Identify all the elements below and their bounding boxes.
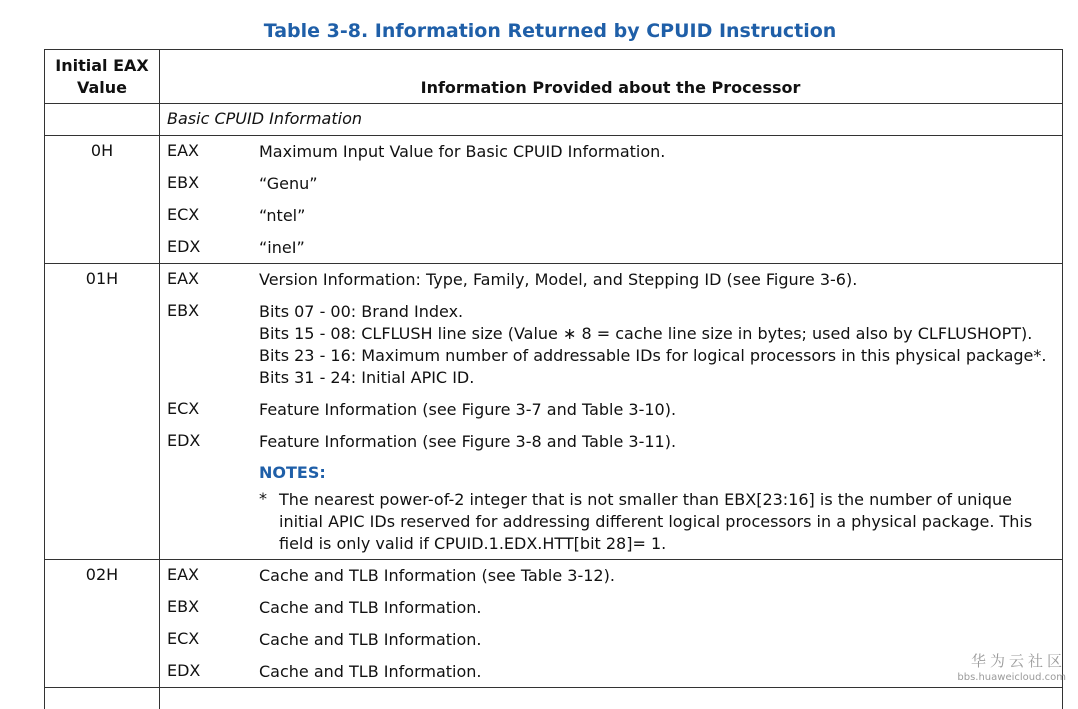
- note-text: The nearest power-of-2 integer that is not smaller than EBX[23:16] is the number of unique initial APIC IDs reserved for addressing different logical processors in a physical package. This field is only valid if CPUID.1.EDX.HTT[bit 28]= 1.: [279, 490, 1033, 553]
- bit-field-line: Bits 31 - 24: Initial APIC ID.: [259, 368, 475, 387]
- register-description: Cache and TLB Information.: [259, 662, 482, 681]
- register-name: EAX: [167, 269, 200, 288]
- eax-value: 02H: [85, 565, 119, 584]
- register-description: Cache and TLB Information (see Table 3-12).: [259, 566, 615, 585]
- register-description: “Genu”: [259, 174, 318, 193]
- register-name: ECX: [167, 629, 200, 648]
- header-divider: [45, 103, 1062, 104]
- register-description: [259, 301, 1046, 389]
- cpuid-table: [44, 49, 1063, 709]
- register-description: Cache and TLB Information.: [259, 598, 482, 617]
- column-divider: [159, 50, 160, 709]
- notes-label: NOTES:: [259, 463, 326, 482]
- register-name: EAX: [167, 565, 200, 584]
- table-bottom-divider: [45, 687, 1062, 688]
- register-name: EDX: [167, 237, 201, 256]
- watermark-text: 华为云社区: [970, 652, 1066, 670]
- section-label: Basic CPUID Information: [167, 109, 362, 128]
- bit-field-line: Bits 07 - 00: Brand Index.: [259, 302, 464, 321]
- register-name: EDX: [167, 661, 201, 680]
- register-description: “ntel”: [259, 206, 306, 225]
- eax-value: 01H: [85, 269, 119, 288]
- header-information: Information Provided about the Processor: [420, 78, 801, 97]
- register-description: Maximum Input Value for Basic CPUID Information.: [259, 142, 666, 161]
- header-initial-eax: [45, 55, 159, 99]
- section-divider: [45, 135, 1062, 136]
- register-name: EBX: [167, 597, 200, 616]
- register-name: EBX: [167, 173, 200, 192]
- register-description: Feature Information (see Figure 3-8 and Table 3-11).: [259, 432, 677, 451]
- register-name: ECX: [167, 399, 200, 418]
- register-name: ECX: [167, 205, 200, 224]
- group-divider: [45, 263, 1062, 264]
- watermark: [957, 650, 1066, 683]
- header-initial-eax-line1: Initial EAX: [55, 56, 149, 75]
- eax-value: 0H: [90, 141, 114, 160]
- register-description: Cache and TLB Information.: [259, 630, 482, 649]
- register-description: Feature Information (see Figure 3-7 and Table 3-10).: [259, 400, 677, 419]
- group-divider: [45, 559, 1062, 560]
- register-name: EAX: [167, 141, 200, 160]
- register-description: Version Information: Type, Family, Model, and Stepping ID (see Figure 3-6).: [259, 270, 858, 289]
- watermark-url: bbs.huaweicloud.com: [957, 672, 1066, 683]
- register-description: “ineI”: [259, 238, 305, 257]
- register-name: EDX: [167, 431, 201, 450]
- bit-field-line: Bits 15 - 08: CLFLUSH line size (Value ∗ 8 = cache line size in bytes; used also by CLFLUSHOPT).: [259, 324, 1033, 343]
- bit-field-line: Bits 23 - 16: Maximum number of addressable IDs for logical processors in this physical package*.: [259, 346, 1047, 365]
- note-marker: *: [259, 489, 267, 508]
- register-name: EBX: [167, 301, 200, 320]
- header-initial-eax-line2: Value: [76, 78, 128, 97]
- table-title: Table 3-8. Information Returned by CPUID Instruction: [263, 20, 837, 42]
